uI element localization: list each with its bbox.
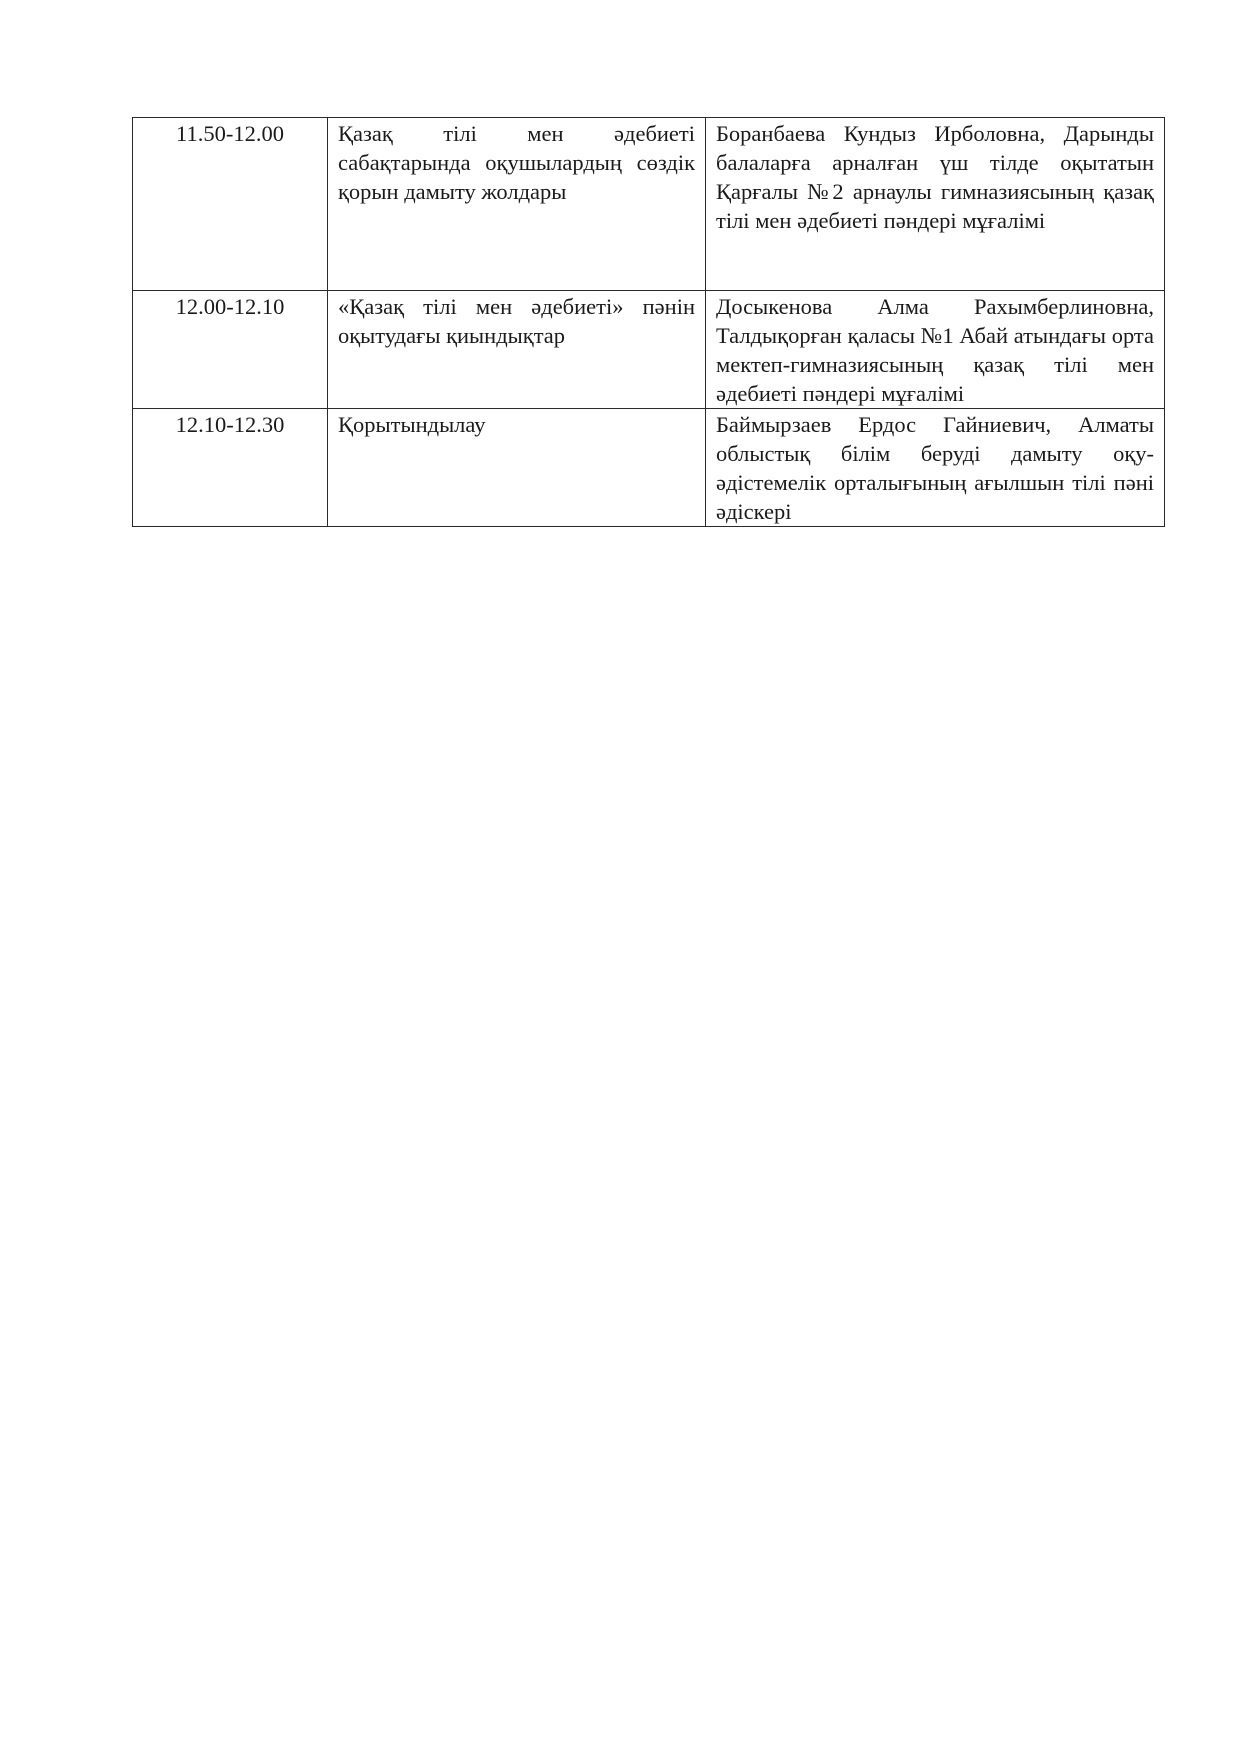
time-cell: 11.50-12.00 xyxy=(133,118,328,291)
speaker-cell: Баймырзаев Ердос Гайниевич, Алматы облыстық білім беруді дамыту оқу-әдістемелік орталығының ағылшын тілі пәні әдіскері xyxy=(706,409,1165,527)
topic-cell: Қорытындылау xyxy=(328,409,706,527)
table-row xyxy=(133,409,1165,527)
table-row xyxy=(133,291,1165,409)
time-cell: 12.10-12.30 xyxy=(133,409,328,527)
time-cell: 12.00-12.10 xyxy=(133,291,328,409)
speaker-cell: Боранбаева Кундыз Ирболовна, Дарынды балаларға арналған үш тілде оқытатын Қарғалы №2 арнаулы гимназиясының қазақ тілі мен әдебиеті пәндері мұғалімі xyxy=(706,118,1165,291)
table-row xyxy=(133,118,1165,291)
topic-cell: «Қазақ тілі мен әдебиеті» пәнін оқытудағы қиындықтар xyxy=(328,291,706,409)
speaker-cell: Досыкенова Алма Рахымберлиновна, Талдықорған қаласы №1 Абай атындағы орта мектеп-гимназиясының қазақ тілі мен әдебиеті пәндері мұғалімі xyxy=(706,291,1165,409)
topic-cell: Қазақ тілі мен әдебиеті сабақтарында оқушылардың сөздік қорын дамыту жолдары xyxy=(328,118,706,291)
schedule-table xyxy=(132,117,1165,527)
